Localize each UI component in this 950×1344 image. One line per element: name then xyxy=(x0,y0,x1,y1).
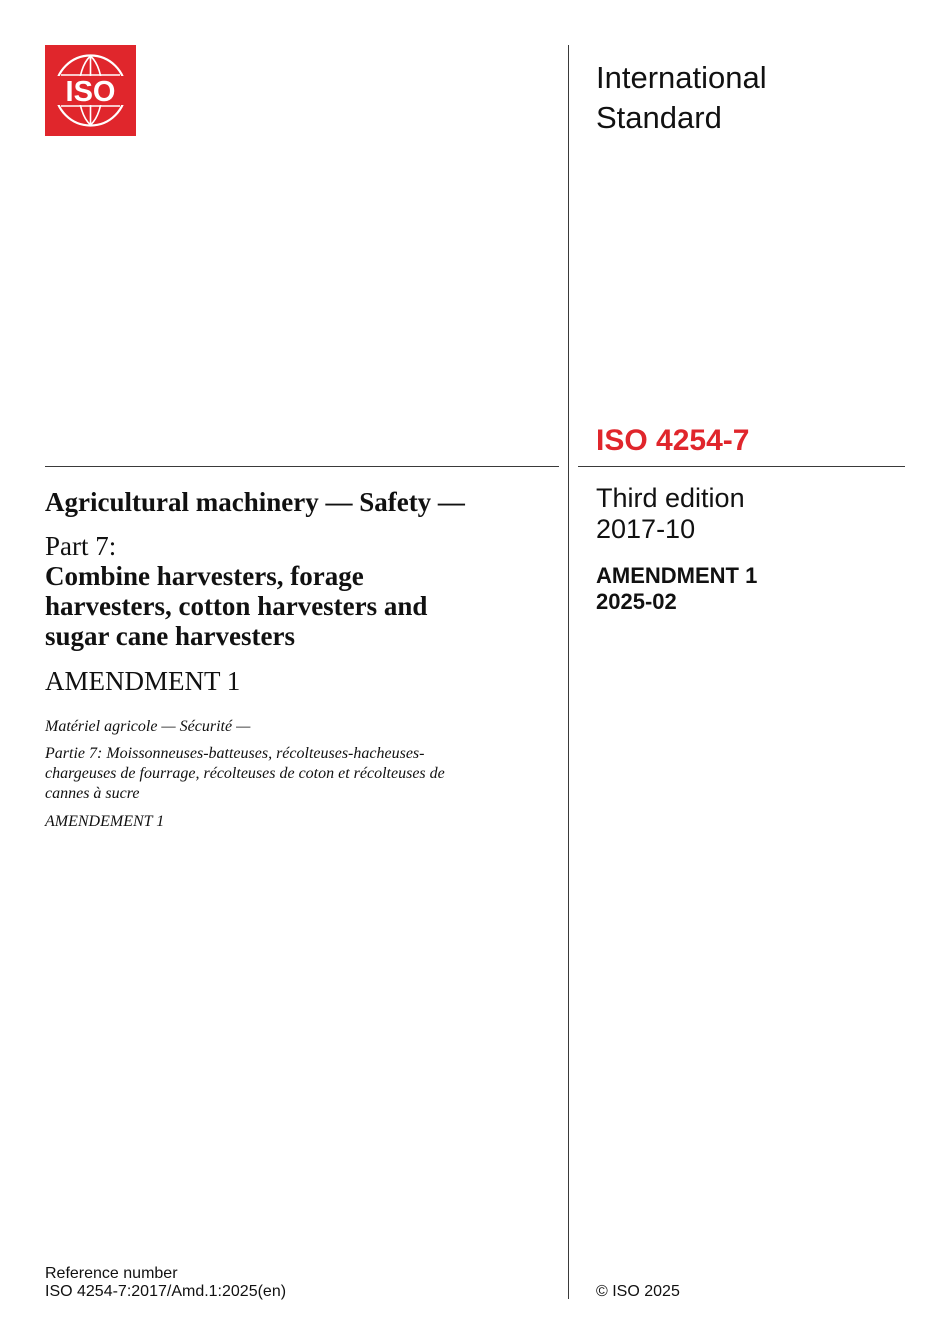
standard-number: ISO 4254-7 xyxy=(596,424,750,457)
french-title-part: Partie 7: Moissonneuses-batteuses, récolteuses-hacheuses- chargeuses de fourrage, récolteuses de coton et récolteuses de cannes à sucre xyxy=(45,745,445,802)
horizontal-rule-right xyxy=(578,466,905,467)
horizontal-rule-left xyxy=(45,466,559,467)
title-main: Agricultural machinery — Safety — xyxy=(45,487,465,517)
french-title-amendment: AMENDEMENT 1 xyxy=(45,813,165,830)
amendment-info: AMENDMENT 1 2025-02 xyxy=(596,563,758,614)
document-type: International Standard xyxy=(596,60,767,135)
copyright-notice: © ISO 2025 xyxy=(596,1283,680,1300)
iso-logo xyxy=(45,45,136,136)
part-title: Combine harvesters, forage harvesters, cotton harvesters and sugar cane harvesters xyxy=(45,561,428,651)
french-title-main: Matériel agricole — Sécurité — xyxy=(45,718,251,735)
vertical-divider xyxy=(568,45,569,1299)
reference-number: Reference number ISO 4254-7:2017/Amd.1:2025(en) xyxy=(45,1265,287,1300)
iso-logo-graphic xyxy=(45,45,136,136)
title-amendment: AMENDMENT 1 xyxy=(45,666,241,696)
part-label: Part 7: xyxy=(45,531,117,561)
logo-text: ISO xyxy=(65,76,116,108)
edition-info: Third edition 2017-10 xyxy=(596,483,745,544)
